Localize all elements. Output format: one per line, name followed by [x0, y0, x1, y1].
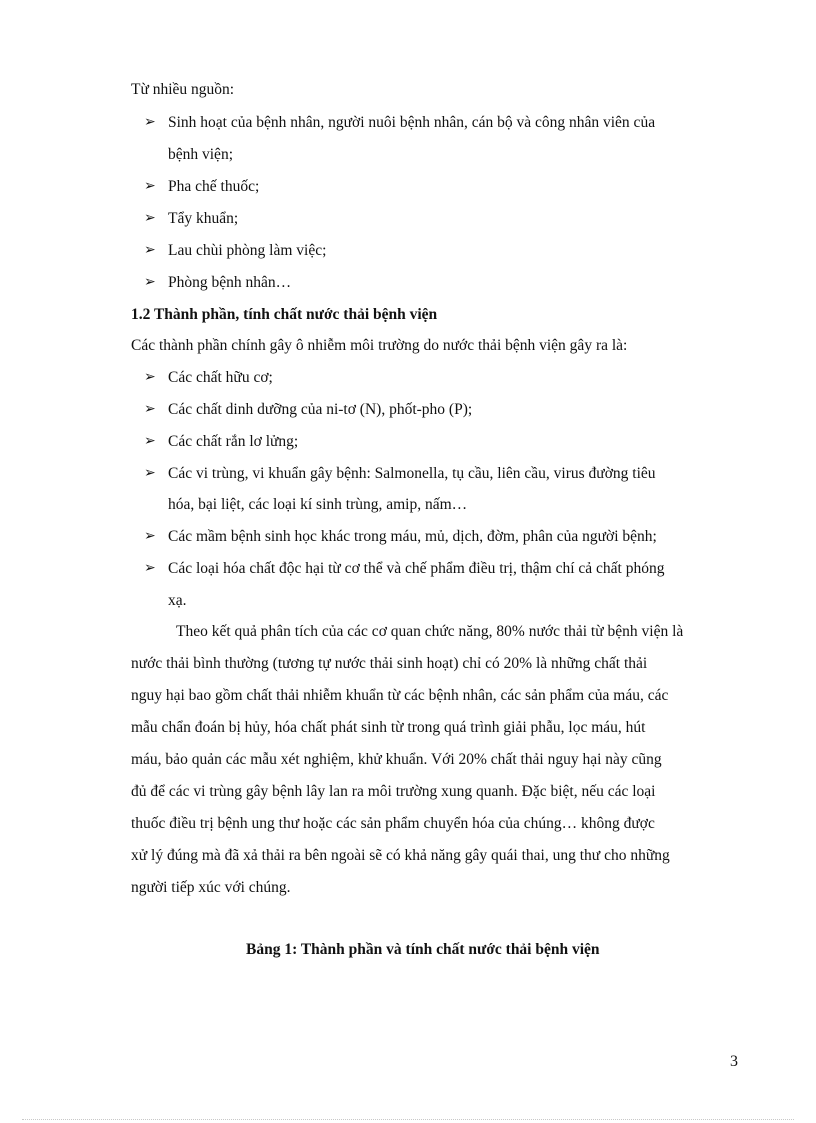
list-item: Pha chế thuốc; — [168, 178, 260, 195]
list-item: Sinh hoạt của bệnh nhân, người nuôi bệnh nhân, cán bộ và công nhân viên của — [168, 114, 656, 131]
bullet-arrow-icon: ➢ — [144, 529, 156, 544]
paragraph-line: mẫu chẩn đoán bị hủy, hóa chất phát sinh từ trong quá trình giải phẫu, lọc máu, hút — [131, 719, 646, 736]
paragraph-line: nước thải bình thường (tương tự nước thải sinh hoạt) chỉ có 20% là những chất thải — [131, 655, 648, 672]
list-item: Các chất rắn lơ lửng; — [168, 433, 299, 450]
bullet-arrow-icon: ➢ — [144, 466, 156, 481]
paragraph-line: người tiếp xúc với chúng. — [131, 879, 291, 896]
list-item-continuation: hóa, bại liệt, các loại kí sinh trùng, amip, nấm… — [168, 496, 468, 513]
list-item: Phòng bệnh nhân… — [168, 274, 292, 291]
bullet-arrow-icon: ➢ — [144, 115, 156, 130]
list-item: Lau chùi phòng làm việc; — [168, 242, 327, 259]
list-item: Các vi trùng, vi khuẩn gây bệnh: Salmonella, tụ cầu, liên cầu, virus đường tiêu — [168, 465, 656, 482]
list-item: Các mầm bệnh sinh học khác trong máu, mủ, dịch, đờm, phân của người bệnh; — [168, 528, 657, 545]
bullet-arrow-icon: ➢ — [144, 402, 156, 417]
bullet-arrow-icon: ➢ — [144, 211, 156, 226]
paragraph-line: nguy hại bao gồm chất thải nhiễm khuẩn từ các bệnh nhân, các sản phẩm của máu, các — [131, 687, 669, 704]
list-item: Tẩy khuẩn; — [168, 210, 239, 227]
paragraph-line: máu, bảo quản các mẫu xét nghiệm, khử khuẩn. Với 20% chất thải nguy hại này cũng — [131, 751, 662, 768]
bullet-arrow-icon: ➢ — [144, 370, 156, 385]
intro-line: Từ nhiều nguồn: — [131, 81, 235, 98]
table-caption: Bảng 1: Thành phần và tính chất nước thải bệnh viện — [246, 941, 600, 958]
section-intro: Các thành phần chính gây ô nhiễm môi trường do nước thải bệnh viện gây ra là: — [131, 337, 628, 354]
bullet-arrow-icon: ➢ — [144, 275, 156, 290]
paragraph-line: đủ để các vi trùng gây bệnh lây lan ra môi trường xung quanh. Đặc biệt, nếu các loại — [131, 783, 656, 800]
paragraph-line: xử lý đúng mà đã xả thải ra bên ngoài sẽ có khả năng gây quái thai, ung thư cho những — [131, 847, 670, 864]
list-item-continuation: xạ. — [168, 592, 187, 609]
bullet-arrow-icon: ➢ — [144, 561, 156, 576]
footer-divider — [22, 1119, 794, 1120]
page-number: 3 — [730, 1053, 738, 1070]
list-item-continuation: bệnh viện; — [168, 146, 233, 163]
section-heading: 1.2 Thành phần, tính chất nước thải bệnh viện — [131, 306, 438, 323]
bullet-arrow-icon: ➢ — [144, 179, 156, 194]
list-item: Các loại hóa chất độc hại từ cơ thể và chế phẩm điều trị, thậm chí cả chất phóng — [168, 560, 665, 577]
paragraph-line: thuốc điều trị bệnh ung thư hoặc các sản phẩm chuyển hóa của chúng… không được — [131, 815, 655, 832]
bullet-arrow-icon: ➢ — [144, 243, 156, 258]
paragraph-line: Theo kết quả phân tích của các cơ quan chức năng, 80% nước thải từ bệnh viện là — [176, 623, 684, 640]
list-item: Các chất hữu cơ; — [168, 369, 273, 386]
bullet-arrow-icon: ➢ — [144, 434, 156, 449]
list-item: Các chất dinh dưỡng của ni-tơ (N), phốt-pho (P); — [168, 401, 473, 418]
